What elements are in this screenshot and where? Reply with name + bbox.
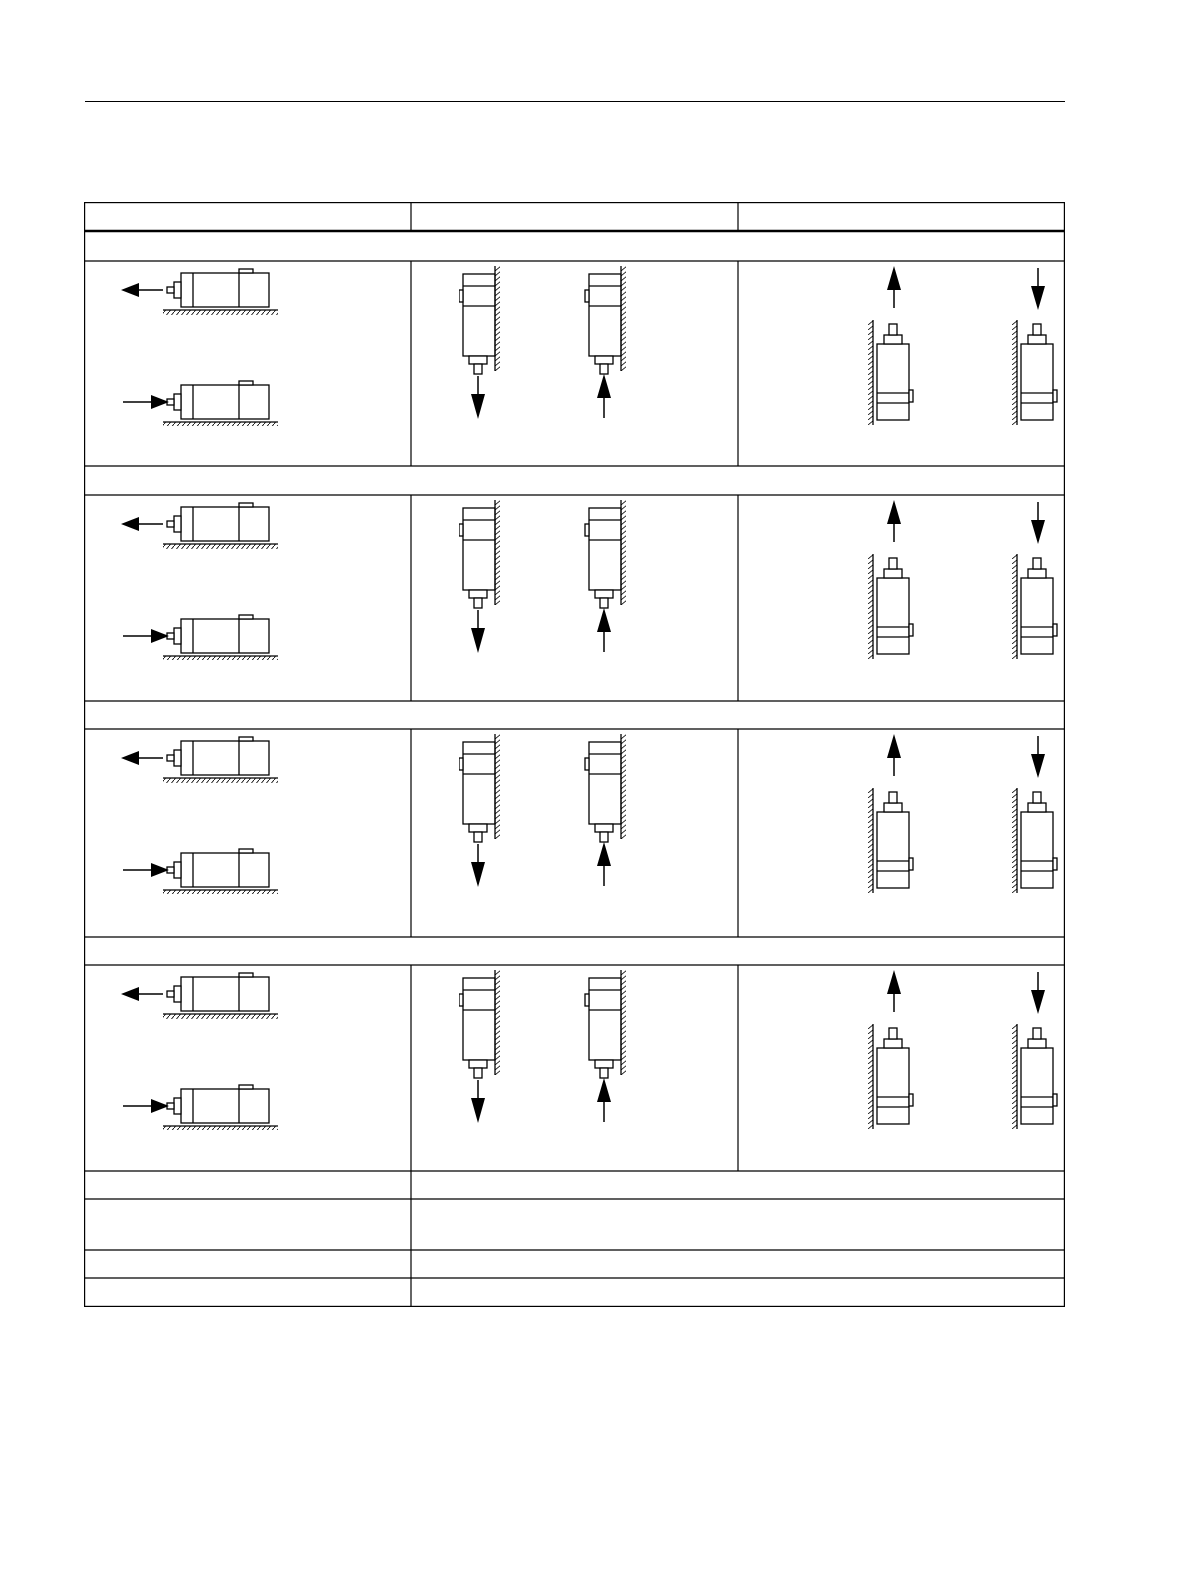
mounting-positions-table	[84, 202, 1065, 1307]
header-rule	[85, 101, 1065, 102]
